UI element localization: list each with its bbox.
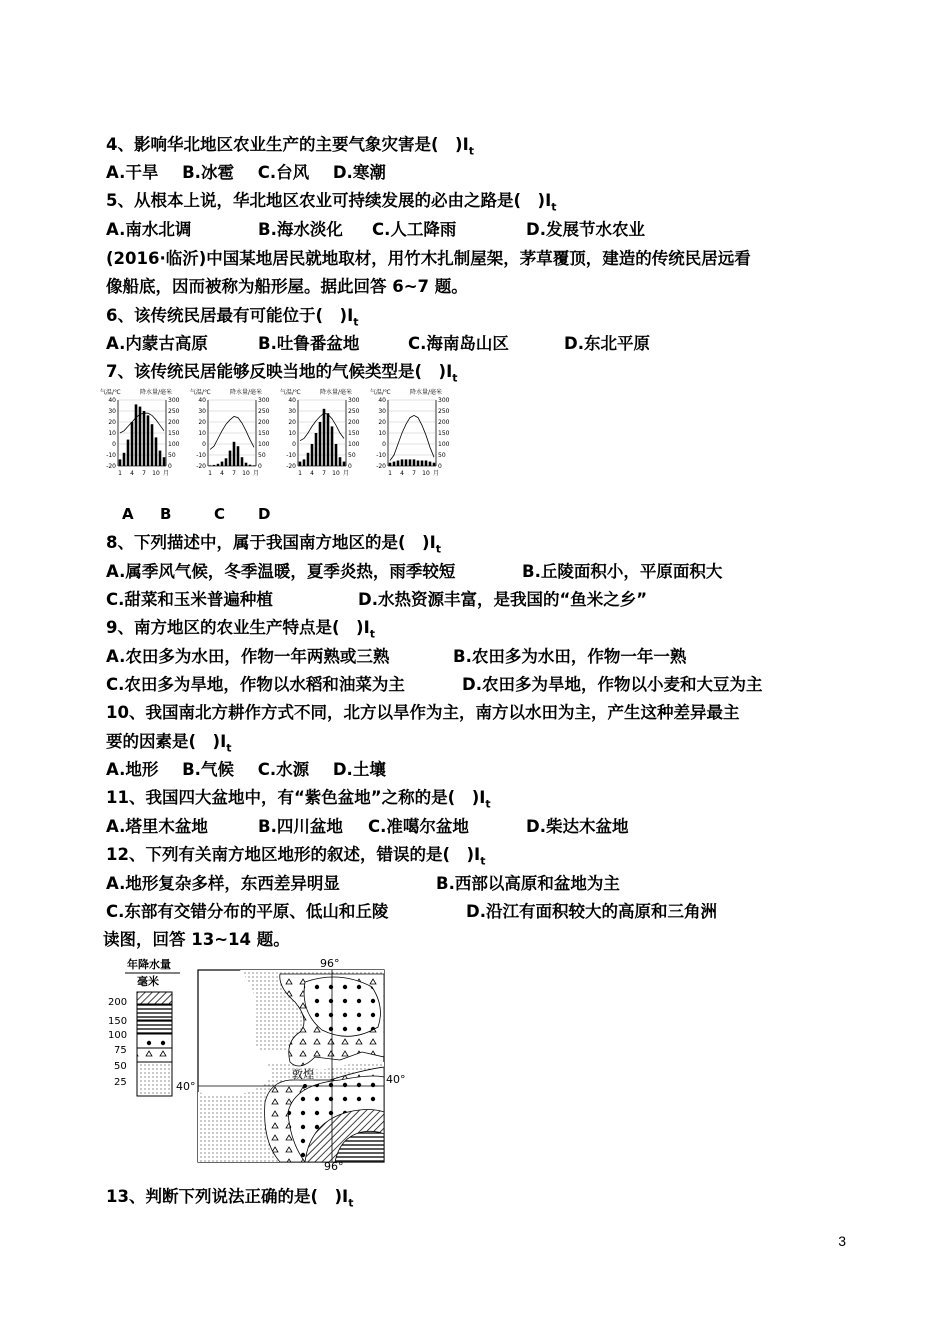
right-tick-label: 250 [168, 408, 180, 415]
precipitation-bar [155, 437, 158, 466]
temperature-curve [120, 413, 164, 433]
legend-value: 25 [114, 1077, 127, 1088]
precipitation-bar [131, 422, 134, 466]
precipitation-bar [159, 451, 162, 466]
answer-marker: $I_t$ [545, 191, 557, 214]
precipitation-bar [241, 457, 244, 466]
q4-stem: 4、影响华北地区农业生产的主要气象灾害是( )$I_t$ [106, 135, 474, 158]
left-tick-label: 30 [198, 408, 206, 415]
left-tick-label: 10 [288, 430, 296, 437]
legend-value: 200 [108, 997, 128, 1008]
left-axis-label: 气温/℃ [190, 389, 211, 396]
chart-labels [122, 503, 271, 525]
right-tick-label: 300 [168, 397, 180, 404]
left-tick-label: 10 [378, 430, 386, 437]
precipitation-bar [225, 458, 228, 466]
right-axis-label: 降水量/毫米 [140, 389, 173, 396]
q6-option-c: C.海南岛山区 [408, 334, 509, 353]
right-tick-label: 250 [438, 408, 450, 415]
precipitation-bar [405, 459, 408, 466]
precipitation-bar [221, 462, 224, 466]
q13-stem: 13、判断下列说法正确的是( )$I_t$ [106, 1187, 354, 1210]
precipitation-bar [299, 462, 302, 466]
precipitation-bar [217, 464, 220, 466]
precipitation-bar [307, 453, 310, 466]
left-tick-label: 0 [112, 441, 116, 448]
left-tick-label: -20 [196, 463, 206, 470]
precipitation-bar [151, 424, 154, 466]
right-tick-label: 50 [348, 452, 356, 459]
q6-option-d: D.东北平原 [564, 334, 650, 353]
left-tick-label: 30 [378, 408, 386, 415]
right-tick-label: 100 [438, 441, 450, 448]
answer-marker: $I_t$ [429, 533, 441, 556]
latitude-left: 40° [176, 1080, 196, 1093]
q11-option-b: B.四川盆地 [258, 817, 343, 836]
q10-line-2: 要的因素是( )$I_t$ [106, 732, 232, 755]
answer-marker: $I_t$ [363, 618, 375, 641]
left-tick-label: 0 [382, 441, 386, 448]
precipitation-bar [209, 465, 212, 466]
q10-line-1: 10、我国南北方耕作方式不同，北方以旱作为主，南方以水田为主，产生这种差异最主 [106, 703, 740, 722]
q9-option-b: B.农田多为水田，作物一年一熟 [453, 647, 687, 666]
x-tick-label: 1 [298, 470, 302, 477]
precipitation-bar [163, 457, 166, 466]
right-tick-label: 200 [438, 419, 450, 426]
q8-option-b: B.丘陵面积小，平原面积大 [522, 562, 723, 581]
precipitation-map [100, 952, 420, 1172]
left-tick-label: 10 [108, 430, 116, 437]
precipitation-bar [127, 440, 130, 466]
q11-options [106, 816, 629, 838]
q5-option-d: D.发展节水农业 [526, 220, 645, 239]
precipitation-bar [335, 444, 338, 466]
left-tick-label: -10 [106, 452, 116, 459]
q5-stem: 5、从根本上说，华北地区农业可持续发展的必由之路是( )$I_t$ [106, 191, 557, 214]
precipitation-bar [249, 465, 252, 466]
precipitation-bar [245, 463, 248, 466]
precipitation-bar [119, 459, 122, 466]
answer-marker: $I_t$ [462, 135, 474, 158]
precipitation-bar [393, 462, 396, 466]
right-tick-label: 150 [258, 430, 270, 437]
left-axis-label: 气温/℃ [100, 389, 121, 396]
precipitation-bar [253, 465, 256, 466]
right-tick-label: 150 [438, 430, 450, 437]
page-number: 3 [838, 1233, 846, 1249]
left-tick-label: 40 [288, 397, 296, 404]
right-tick-label: 100 [258, 441, 270, 448]
answer-marker: $I_t$ [474, 845, 486, 868]
q4-option-d: D.寒潮 [332, 163, 386, 182]
right-tick-label: 100 [168, 441, 180, 448]
legend-value: 100 [108, 1030, 128, 1041]
x-tick-label: 7 [232, 470, 236, 477]
latitude-right: 40° [386, 1073, 406, 1086]
longitude-top: 96° [320, 957, 340, 970]
x-tick-label: 4 [400, 470, 404, 477]
right-tick-label: 100 [348, 441, 360, 448]
chart-label-d: D [258, 505, 271, 523]
precipitation-bar [339, 457, 342, 466]
legend-title: 年降水量 [127, 958, 171, 971]
precipitation-bar [315, 433, 318, 466]
left-tick-label: 20 [288, 419, 296, 426]
q11-option-c: C.准噶尔盆地 [368, 817, 469, 836]
temperature-curve [390, 415, 434, 460]
x-tick-label: 1 [388, 470, 392, 477]
q4-option-c: C.台风 [257, 163, 310, 182]
x-tick-label: 月 [253, 470, 260, 477]
legend-value: 75 [114, 1045, 127, 1056]
x-tick-label: 1 [208, 470, 212, 477]
q10-option-c: C.水源 [257, 760, 310, 779]
q8-option-d: D.水热资源丰富，是我国的“鱼米之乡” [358, 590, 648, 609]
precipitation-bar [327, 413, 330, 466]
precipitation-bar [343, 462, 346, 466]
q8-option-a: A.属季风气候，冬季温暖，夏季炎热，雨季较短 [106, 562, 456, 581]
q8-option-c: C.甜菜和玉米普遍种植 [106, 590, 273, 609]
left-tick-label: 40 [378, 397, 386, 404]
x-tick-label: 4 [310, 470, 314, 477]
precipitation-bar [237, 446, 240, 466]
right-tick-label: 0 [438, 463, 442, 470]
q8-options-row-1 [106, 561, 723, 583]
left-tick-label: 20 [378, 419, 386, 426]
q6-option-a: A.内蒙古高原 [106, 334, 208, 353]
q9-options-row-2 [106, 674, 763, 696]
precipitation-bar [233, 442, 236, 466]
answer-marker: $I_t$ [446, 362, 458, 385]
precipitation-bar [429, 462, 432, 466]
right-tick-label: 300 [438, 397, 450, 404]
x-tick-label: 月 [433, 470, 440, 477]
answer-marker: $I_t$ [342, 1187, 354, 1210]
precipitation-bar [409, 459, 412, 466]
q12-option-d: D.沿江有面积较大的高原和三角洲 [466, 902, 717, 921]
q8-options-row-2 [106, 589, 648, 611]
right-axis-label: 降水量/毫米 [410, 389, 443, 396]
precipitation-bar [123, 453, 126, 466]
chart-label-a: A [122, 505, 134, 523]
q11-stem: 11、我国四大盆地中，有“紫色盆地”之称的是( )$I_t$ [106, 788, 491, 811]
left-tick-label: 10 [198, 430, 206, 437]
left-axis-label: 气温/℃ [280, 389, 301, 396]
precipitation-bar [143, 411, 146, 466]
q12-stem: 12、下列有关南方地区地形的叙述，错误的是( )$I_t$ [106, 845, 486, 868]
passage-line-1: (2016·临沂)中国某地居民就地取材，用竹木扎制屋架，茅草覆顶，建造的传统民居远看 [106, 249, 751, 268]
q10-options [106, 759, 386, 781]
precipitation-bar [401, 459, 404, 466]
precipitation-bar [413, 459, 416, 466]
q12-options-row-2 [106, 901, 717, 923]
left-tick-label: -10 [196, 452, 206, 459]
precipitation-bar [229, 451, 232, 466]
left-axis-label: 气温/℃ [370, 389, 391, 396]
precipitation-bar [425, 461, 428, 467]
left-tick-label: -20 [286, 463, 296, 470]
chart-label-b: B [160, 505, 172, 523]
left-tick-label: 30 [108, 408, 116, 415]
right-tick-label: 0 [348, 463, 352, 470]
passage-line-2: 像船底，因而被称为船形屋。据此回答 6~7 题。 [106, 277, 468, 296]
right-tick-label: 50 [438, 452, 446, 459]
right-tick-label: 0 [258, 463, 262, 470]
precipitation-bar [323, 409, 326, 466]
legend-value: 150 [108, 1016, 128, 1027]
answer-marker: $I_t$ [347, 306, 359, 329]
left-tick-label: -10 [286, 452, 296, 459]
x-tick-label: 10 [242, 470, 250, 477]
q10-option-a: A.地形 [106, 760, 159, 779]
q9-option-d: D.农田多为旱地，作物以小麦和大豆为主 [462, 675, 763, 694]
right-tick-label: 200 [348, 419, 360, 426]
left-tick-label: 0 [292, 441, 296, 448]
q12-option-a: A.地形复杂多样，东西差异明显 [106, 874, 340, 893]
left-tick-label: -20 [106, 463, 116, 470]
q5-option-a: A.南水北调 [106, 220, 192, 239]
x-tick-label: 1 [118, 470, 122, 477]
chart-label-c: C [214, 505, 226, 523]
x-tick-label: 10 [152, 470, 160, 477]
precipitation-bar [319, 422, 322, 466]
q9-stem: 9、南方地区的农业生产特点是( )$I_t$ [106, 618, 375, 641]
precipitation-bar [303, 459, 306, 466]
right-tick-label: 0 [168, 463, 172, 470]
x-tick-label: 10 [422, 470, 430, 477]
q9-option-a: A.农田多为水田，作物一年两熟或三熟 [106, 647, 390, 666]
right-tick-label: 300 [348, 397, 360, 404]
precipitation-bar [213, 465, 216, 466]
intro-13-14: 读图，回答 13~14 题。 [103, 930, 290, 949]
longitude-bottom: 96° [324, 1160, 344, 1172]
right-tick-label: 50 [258, 452, 266, 459]
q6-options [106, 333, 650, 355]
x-tick-label: 月 [343, 470, 350, 477]
x-tick-label: 7 [142, 470, 146, 477]
q11-option-d: D.柴达木盆地 [526, 817, 629, 836]
left-tick-label: 30 [288, 408, 296, 415]
right-tick-label: 250 [348, 408, 360, 415]
q5-option-b: B.海水淡化 [258, 220, 343, 239]
left-tick-label: -10 [376, 452, 386, 459]
right-axis-label: 降水量/毫米 [230, 389, 263, 396]
legend-unit: 毫米 [137, 975, 159, 988]
q4-option-b: B.冰雹 [182, 163, 234, 182]
left-tick-label: 40 [198, 397, 206, 404]
right-tick-label: 200 [168, 419, 180, 426]
q9-options-row-1 [106, 646, 687, 668]
q4-options [106, 162, 386, 184]
climate-charts [100, 386, 480, 481]
precipitation-bar [397, 461, 400, 467]
x-tick-label: 4 [220, 470, 224, 477]
left-tick-label: -20 [376, 463, 386, 470]
right-tick-label: 300 [258, 397, 270, 404]
right-tick-label: 50 [168, 452, 176, 459]
precipitation-bar [433, 463, 436, 466]
q8-stem: 8、下列描述中，属于我国南方地区的是( )$I_t$ [106, 533, 441, 556]
q12-option-b: B.西部以高原和盆地为主 [436, 874, 620, 893]
q6-stem: 6、该传统民居最有可能位于( )$I_t$ [106, 306, 359, 329]
q9-option-c: C.农田多为旱地，作物以水稻和油菜为主 [106, 675, 405, 694]
x-tick-label: 7 [322, 470, 326, 477]
left-tick-label: 20 [198, 419, 206, 426]
q12-option-c: C.东部有交错分布的平原、低山和丘陵 [106, 902, 389, 921]
precipitation-bar [421, 461, 424, 467]
q5-options [106, 219, 645, 241]
right-tick-label: 150 [168, 430, 180, 437]
x-tick-label: 月 [163, 470, 170, 477]
right-tick-label: 200 [258, 419, 270, 426]
answer-marker: $I_t$ [220, 732, 232, 755]
precipitation-bar [311, 444, 314, 466]
city-label: 敦煌 [292, 1068, 314, 1081]
x-tick-label: 10 [332, 470, 340, 477]
left-tick-label: 0 [202, 441, 206, 448]
left-tick-label: 20 [108, 419, 116, 426]
q7-stem: 7、该传统民居能够反映当地的气候类型是( )$I_t$ [106, 362, 458, 385]
q4-option-a: A.干旱 [106, 163, 159, 182]
x-tick-label: 7 [412, 470, 416, 477]
q10-option-b: B.气候 [182, 760, 234, 779]
q12-options-row-1 [106, 873, 620, 895]
answer-marker: $I_t$ [479, 788, 491, 811]
left-tick-label: 40 [108, 397, 116, 404]
precipitation-bar [331, 426, 334, 466]
precipitation-bar [147, 415, 150, 466]
precipitation-bar [135, 404, 138, 466]
temperature-curve [300, 413, 344, 441]
right-tick-label: 250 [258, 408, 270, 415]
q11-option-a: A.塔里木盆地 [106, 817, 208, 836]
q6-option-b: B.吐鲁番盆地 [258, 334, 360, 353]
precipitation-bar [417, 461, 420, 467]
right-axis-label: 降水量/毫米 [320, 389, 353, 396]
right-tick-label: 150 [348, 430, 360, 437]
legend-value: 50 [114, 1061, 127, 1072]
precipitation-bar [389, 463, 392, 466]
q10-option-d: D.土壤 [332, 760, 386, 779]
x-tick-label: 4 [130, 470, 134, 477]
q5-option-c: C.人工降雨 [372, 220, 457, 239]
